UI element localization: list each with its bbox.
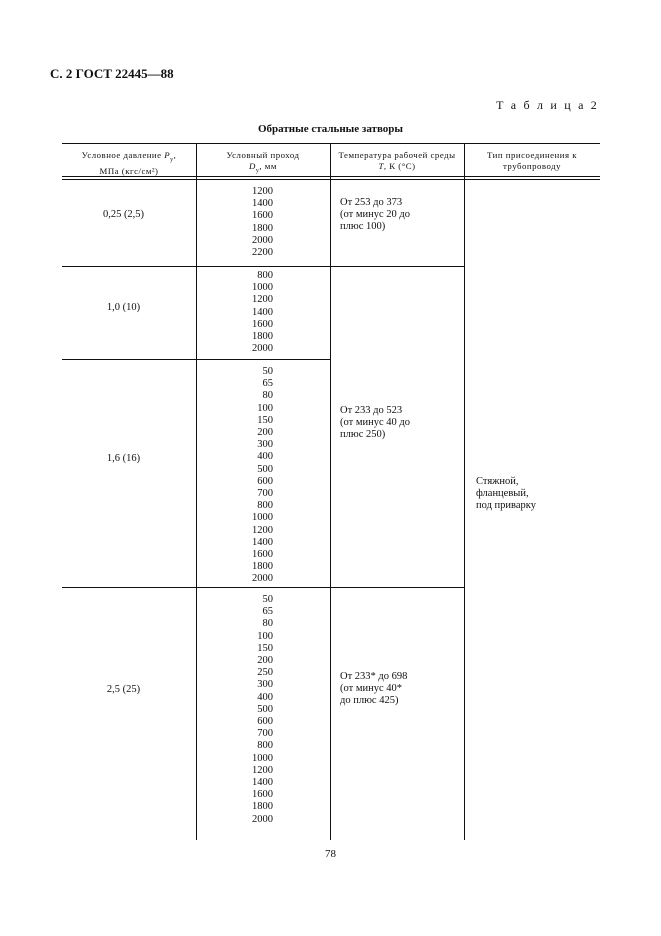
dn-value: 1600 bbox=[252, 210, 273, 222]
dn-value: 700 bbox=[257, 728, 273, 740]
temperature-line: (от минус 40 до bbox=[340, 417, 410, 429]
dn-value: 2000 bbox=[252, 234, 273, 246]
dn-value: 100 bbox=[257, 402, 273, 414]
dn-value: 400 bbox=[257, 451, 273, 463]
dn-value: 100 bbox=[257, 630, 273, 642]
dn-value: 1000 bbox=[252, 512, 273, 524]
col-header-pressure: Условное давление $P_у$, МПа (кгс/см²) bbox=[81, 150, 177, 176]
pressure-cell: 0,25 (2,5) bbox=[102, 209, 145, 220]
dn-list bbox=[223, 594, 273, 826]
dn-value: 2000 bbox=[252, 573, 273, 585]
dn-list bbox=[223, 186, 273, 259]
table-top-rule bbox=[62, 143, 600, 144]
dn-value: 1800 bbox=[252, 801, 273, 813]
col-header-dn: Условный проход $D_у$, мм bbox=[226, 150, 300, 174]
dn-value: 150 bbox=[257, 414, 273, 426]
dn-value: 1000 bbox=[252, 282, 273, 294]
connection-line: Стяжной, bbox=[476, 476, 519, 487]
col-header-temperature: Температура рабочей среды T, К (°С) bbox=[338, 150, 456, 171]
dn-value: 1200 bbox=[252, 524, 273, 536]
row-divider-3 bbox=[62, 587, 464, 588]
dn-value: 200 bbox=[257, 655, 273, 667]
dn-value: 150 bbox=[257, 642, 273, 654]
dn-list bbox=[223, 366, 273, 586]
dn-value: 300 bbox=[257, 679, 273, 691]
dn-value: 2200 bbox=[252, 247, 273, 259]
dn-value: 1200 bbox=[252, 186, 273, 197]
dn-value: 800 bbox=[257, 270, 273, 281]
pressure-cell: 1,6 (16) bbox=[106, 453, 141, 464]
dn-value: 80 bbox=[262, 618, 273, 630]
dn-value: 1400 bbox=[252, 198, 273, 210]
page-number: 78 bbox=[325, 848, 336, 860]
col-header-connection: Тип присоединения к трубопроводу bbox=[486, 150, 577, 171]
table-title: Обратные стальные затворы bbox=[257, 123, 404, 135]
dn-value: 600 bbox=[257, 716, 273, 728]
dn-value: 300 bbox=[257, 439, 273, 451]
dn-value: 700 bbox=[257, 488, 273, 500]
temperature-line: до плюс 425) bbox=[340, 695, 399, 707]
temperature-cell bbox=[340, 197, 460, 234]
dn-value: 50 bbox=[262, 594, 273, 605]
dn-value: 1000 bbox=[252, 752, 273, 764]
temperature-line: плюс 250) bbox=[340, 429, 386, 441]
dn-value: 1600 bbox=[252, 318, 273, 330]
connection-line: под приварку bbox=[476, 500, 536, 512]
dn-value: 1600 bbox=[252, 549, 273, 561]
dn-value: 2000 bbox=[252, 343, 273, 355]
dn-value: 1800 bbox=[252, 331, 273, 343]
temperature-line: От 233* до 698 bbox=[340, 671, 408, 682]
pressure-cell: 1,0 (10) bbox=[106, 302, 141, 313]
dn-value: 65 bbox=[262, 378, 273, 390]
dn-value: 600 bbox=[257, 475, 273, 487]
dn-value: 500 bbox=[257, 463, 273, 475]
dn-value: 400 bbox=[257, 691, 273, 703]
col-divider-1 bbox=[196, 143, 197, 840]
connection-cell bbox=[476, 476, 586, 513]
row-divider-2 bbox=[62, 359, 330, 360]
dn-value: 800 bbox=[257, 740, 273, 752]
dn-value: 80 bbox=[262, 390, 273, 402]
dn-value: 500 bbox=[257, 703, 273, 715]
temperature-line: плюс 100) bbox=[340, 221, 386, 233]
temperature-line: (от минус 20 до bbox=[340, 209, 410, 221]
dn-value: 50 bbox=[262, 366, 273, 377]
dn-value: 1400 bbox=[252, 777, 273, 789]
dn-value: 1200 bbox=[252, 294, 273, 306]
dn-value: 800 bbox=[257, 500, 273, 512]
col-divider-2 bbox=[330, 143, 331, 840]
dn-value: 1600 bbox=[252, 789, 273, 801]
dn-value: 1400 bbox=[252, 536, 273, 548]
col-divider-3 bbox=[464, 143, 465, 840]
dn-value: 65 bbox=[262, 606, 273, 618]
dn-value: 250 bbox=[257, 667, 273, 679]
temperature-line: (от минус 40* bbox=[340, 683, 402, 695]
dn-value: 200 bbox=[257, 427, 273, 439]
header-rule-2 bbox=[62, 179, 600, 180]
pressure-cell: 2,5 (25) bbox=[106, 684, 141, 695]
dn-value: 1200 bbox=[252, 764, 273, 776]
dn-value: 2000 bbox=[252, 813, 273, 825]
temperature-line: От 233 до 523 bbox=[340, 405, 403, 416]
connection-line: фланцевый, bbox=[476, 488, 529, 500]
temperature-cell bbox=[340, 671, 460, 708]
dn-value: 1400 bbox=[252, 306, 273, 318]
document-reference: С. 2 ГОСТ 22445—88 bbox=[50, 66, 174, 81]
row-divider-1 bbox=[62, 266, 464, 267]
table-number: Т а б л и ц а 2 bbox=[496, 98, 599, 112]
dn-value: 1800 bbox=[252, 222, 273, 234]
dn-value: 1800 bbox=[252, 561, 273, 573]
temperature-cell bbox=[340, 405, 460, 442]
dn-list bbox=[223, 270, 273, 355]
temperature-line: От 253 до 373 bbox=[340, 197, 403, 208]
